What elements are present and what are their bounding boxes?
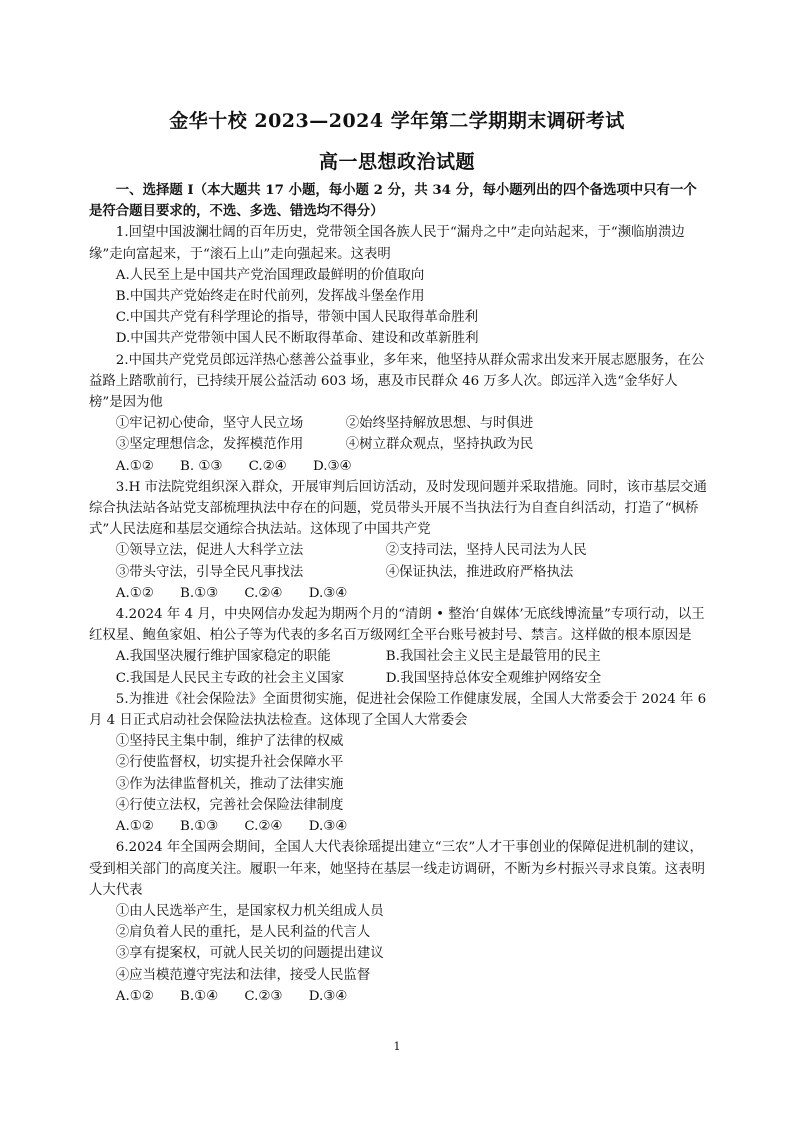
exam-content [89,180,707,1007]
question-3-choices [89,583,707,604]
question-6-choice-b: B.①④ [180,988,219,1004]
exam-subtitle: 高一思想政治试题 [318,151,475,173]
question-2-statement-3: ③坚定理想信念，发挥模范作用 [115,437,304,453]
question-5-choice-c: C.②④ [244,819,283,835]
question-6-statement-4: ④应当模范遵守宪法和法律，接受人民监督 [115,967,371,983]
question-2-stem: 2.中国共产党党员郎远洋热心慈善公益事业，多年来，他坚持从群众需求出发来开展志愿服务，在公益路上踏歌前行，已持续开展公益活动 603 场，惠及市民群众 46 万多人次。郎远洋入选“金华好人榜”是因为他 [89,352,705,411]
question-4-option-c: C.我国是人民民主专政的社会主义国家 [115,670,345,686]
exam-title: 金华十校 2023—2024 学年第二学期期末调研考试 [169,110,625,132]
question-3-choice-a: A.①② [115,585,154,601]
question-2-statement-4: ④树立群众观点，坚持执政为民 [345,437,534,453]
question-4-option-a: A.我国坚决履行维护国家稳定的职能 [115,649,331,665]
question-3-statement-2: ②支持司法，坚持人民司法为人民 [385,543,587,559]
question-4-options-row-2 [89,668,707,689]
question-4-stem: 4.2024 年 4 月，中央网信办发起为期两个月的“清朗 • 整治‘自媒体’无底线博流量”专项行动，以王红权星、鲍鱼家姐、柏公子等为代表的多名百万级网红全平台账号被封号、禁言。这样做的根本原因是 [89,607,705,644]
question-5-stem: 5.为推进《社会保险法》全面贯彻实施，促进社会保险工作健康发展，全国人大常委会于 2024 年 6 月 4 日正式启动社会保险法执法检查。这体现了全国人大常委会 [89,691,707,729]
question-3-stem: 3.H 市法院党组织深入群众，开展审判后回访活动，及时发现问题并采取措施。同时，该市基层交通综合执法站各站党支部梳理执法中存在的问题，党员带头开展不当执法行为自查自纠活动，打造了“枫桥式”人民法庭和基层交通综合执法站。这体现了中国共产党 [89,479,707,538]
question-2-statements-row-2 [89,434,707,455]
question-1-option-d: D.中国共产党带领中国人民不断取得革命、建设和改革新胜利 [115,331,479,347]
question-3-statement-3: ③带头守法，引导全民凡事找法 [115,564,304,580]
question-3-statements-row-2 [89,562,707,583]
question-5-choices [89,816,707,837]
page-number: 1 [393,1040,401,1053]
question-5-choice-d: D.③④ [308,819,348,835]
question-2-statements-row-1 [89,413,707,434]
section-heading: 一、选择题 I（本大题共 17 小题，每小题 2 分，共 34 分，每小题列出的四个备选项中只有一个是符合题目要求的，不选、多选、错选均不得分） [89,182,697,220]
question-3-statements-row-1 [89,540,707,561]
question-4-options-row-1 [89,646,707,667]
question-1-option-a: A.人民至上是中国共产党治国理政最鲜明的价值取向 [115,267,425,283]
question-3-choice-b: B.①③ [180,585,219,601]
question-4-option-d: D.我国坚持总体安全观维护网络安全 [385,670,602,686]
question-6-statement-3: ③享有提案权，可就人民关切的问题提出建议 [115,946,384,962]
question-2-choice-c: C.②④ [248,458,287,474]
question-6-choices [89,986,707,1007]
question-4-option-b: B.我国社会主义民主是最管用的民主 [385,649,601,665]
question-1-option-c: C.中国共产党有科学理论的指导，带领中国人民取得革命胜利 [115,310,478,326]
question-2-statement-2: ②始终坚持解放思想、与时俱进 [345,416,534,432]
question-2-choices [89,456,707,477]
question-2-choice-d: D.③④ [312,458,352,474]
question-6-choice-d: D.③④ [308,988,348,1004]
question-5-statement-1: ①坚持民主集中制，维护了法律的权威 [115,734,344,750]
question-5-statement-4: ④行使立法权，完善社会保险法律制度 [115,797,344,813]
question-6-choice-a: A.①② [115,988,154,1004]
question-5-choice-a: A.①② [115,819,154,835]
question-1-option-b: B.中国共产党始终走在时代前列，发挥战斗堡垒作用 [115,289,425,305]
question-6-statement-2: ②肩负着人民的重托，是人民利益的代言人 [115,925,371,941]
question-3-choice-d: D.③④ [308,585,348,601]
question-5-choice-b: B.①③ [180,819,219,835]
question-6-stem: 6.2024 年全国两会期间，全国人大代表徐瑶提出建立“三农”人才干事创业的保障促进机制的建议，受到相关部门的高度关注。履职一年来，她坚持在基层一线走访调研，不断为乡村振兴寻求良策。这表明人大代表 [89,840,705,898]
question-5-statement-2: ②行使监督权，切实提升社会保障水平 [115,755,344,771]
question-1-stem: 1.回望中国波澜壮阔的百年历史，党带领全国各族人民于“漏舟之中”走向站起来，于“濒临崩溃边缘”走向富起来，于“滚石上山”走向强起来。这表明 [89,225,685,262]
question-3-statement-4: ④保证执法，推进政府严格执法 [385,564,574,580]
question-2-choice-b: B. ①③ [180,458,223,474]
question-3-choice-c: C.②④ [244,585,283,601]
question-6-statement-1: ①由人民选举产生，是国家权力机关组成人员 [115,903,384,919]
question-2-statement-1: ①牢记初心使命，坚守人民立场 [115,416,304,432]
question-5-statement-3: ③作为法律监督机关，推动了法律实施 [115,776,344,792]
question-6-choice-c: C.②③ [244,988,283,1004]
question-3-statement-1: ①领导立法，促进人大科学立法 [115,543,304,559]
question-2-choice-a: A.①② [115,458,154,474]
